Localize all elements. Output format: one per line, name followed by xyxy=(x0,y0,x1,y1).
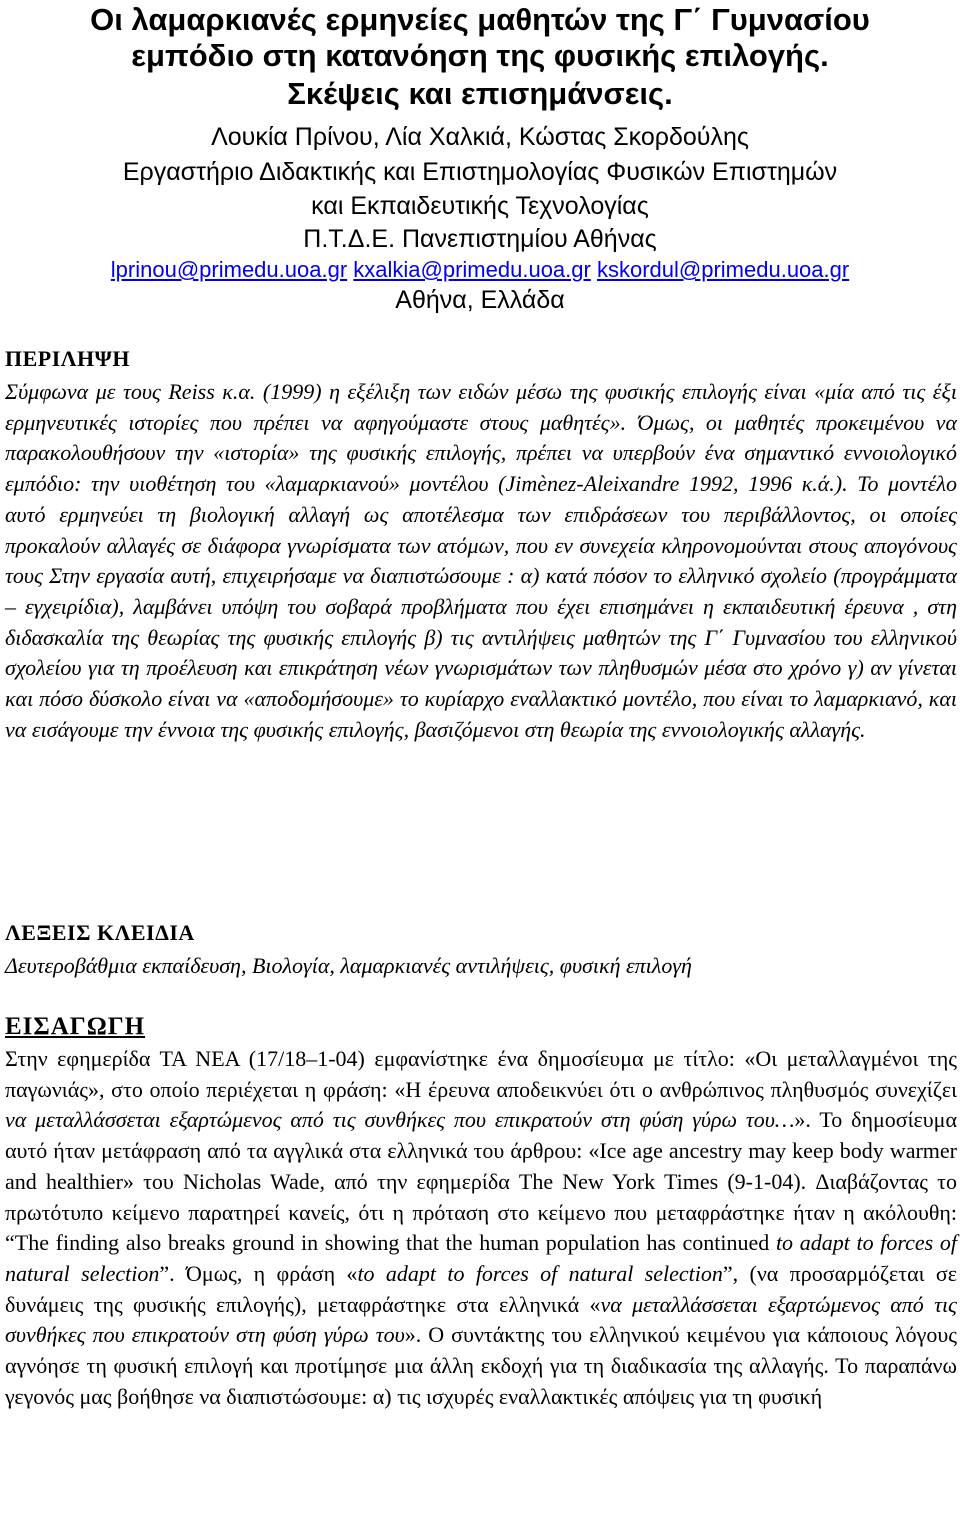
email-link-chalkia[interactable]: kxalkia@primedu.uoa.gr xyxy=(353,257,591,282)
email-list xyxy=(0,256,960,284)
abstract-paragraph-part-1: Σύμφωνα με τους Reiss κ.α. (1999) η εξέλιξη των ειδών μέσω της φυσικής επιλογής είναι «μία από τις έξι ερμηνευτικές ιστορίες που πρέπει να αφηγούμαστε στους μαθητές». Όμως, οι μαθητές προκειμένου να παρακολουθήσουν την «ιστορία» της φυσικής επιλογής, πρέπει να υπερβούν ένα σημαντικό εννοιολογικό εμπόδιο: την υιοθέτηση του «λαμαρκιανού» μοντέλου (Jimènez-Aleixandre 1992, 1996 κ.ά.). xyxy=(5,379,957,497)
keywords-heading: ΛΕΞΕΙΣ ΚΛΕΙΔΙΑ xyxy=(5,920,195,945)
abstract-text xyxy=(5,377,957,745)
intro-quote-italic-4: να μεταλλάσσεται εξαρτώμενος από τις συνθήκες που επικρατούν στη φύση γύρω του xyxy=(5,1291,957,1348)
intro-sentence-4: ”, (να προσαρμόζεται σε δυνάμεις της φυσικής επιλογής), μεταφράστηκε στα ελληνικά « xyxy=(5,1260,957,1317)
university: Π.Τ.Δ.Ε. Πανεπιστημίου Αθήνας xyxy=(303,225,657,253)
intro-sentence-1: Στην εφημερίδα ΤΑ ΝΕΑ (17/18–1-04) εμφανίστηκε ένα δημοσίευμα με τίτλο: «Οι μεταλλαγμένοι της παγωνιάς», στο οποίο περιέχεται η φράση: «Η έρευνα αποδεικνύει ότι ο ανθρώπινος πληθυσμός συνεχίζει xyxy=(5,1046,957,1102)
paper-title-line-1: Οι λαμαρκιανές ερμηνείες μαθητών της Γ΄ Γυμνασίου xyxy=(90,2,870,37)
introduction-heading: ΕΙΣΑΓΩΓΗ xyxy=(5,1013,146,1040)
paper-title-line-3: Σκέψεις και επισημάνσεις. xyxy=(287,76,673,111)
authors: Λουκία Πρίνου, Λία Χαλκιά, Κώστας Σκορδούλης xyxy=(211,123,749,151)
intro-sentence-5: ». Ο συντάκτης του ελληνικού κειμένου για κάποιους λόγους αγνόησε τη φυσική επιλογή και προτίμησε μια άλλη εκδοχή για τη διαδικασία της αλλαγής. Το παραπάνω γεγονός μας βοήθησε να διαπιστώσουμε: α) τις ισχυρές εναλλακτικές απόψεις για τη φυσική xyxy=(5,1322,957,1409)
intro-sentence-3: ”. Όμως, η φράση « xyxy=(159,1260,358,1286)
introduction-text xyxy=(5,1044,957,1412)
affiliation-line-2: και Εκπαιδευτικής Τεχνολογίας xyxy=(311,192,649,220)
location: Αθήνα, Ελλάδα xyxy=(395,286,565,314)
affiliation-line-1: Εργαστήριο Διδακτικής και Επιστημολογίας Φυσικών Επιστημών xyxy=(122,158,838,186)
intro-quote-italic-1: να μεταλλάσσεται εξαρτώμενος από τις συνθήκες που επικρατούν στη φύση γύρω του… xyxy=(5,1107,795,1133)
abstract-paragraph-part-2: Το μοντέλο αυτό ερμηνεύει τη βιολογική αλλαγή ως αποτέλεσμα των επιδράσεων του περιβάλλοντος, οι οποίες προκαλούν αλλαγές σε διάφορα γνωρίσματα των ατόμων, που εν συνεχεία κληρονομούνται στους απογόνους τους Στην εργασία αυτή, επιχειρήσαμε να διαπιστώσουμε : α) κατά πόσον το ελληνικό σχολείο (προγράμματα – εγχειρίδια), λαμβάνει υπόψη του σοβαρά προβλήματα που έχει επισημάνει η εκπαιδευτική έρευνα , στη διδασκαλία της θεωρίας της φυσικής επιλογής β) τις αντιλήψεις μαθητών της Γ΄ Γυμνασίου του ελληνικού σχολείου για τη προέλευση και επικράτηση νέων γνωρισμάτων των πληθυσμών μέσα στο χρόνο γ) αν γίνεται και πόσο δύσκολο είναι να «αποδομήσουμε» το κυρίαρχο εναλλακτικό μοντέλο, που είναι το λαμαρκιανό, και να εισάγουμε την έννοια της φυσικής επιλογής, βασιζόμενοι στη θεωρία της εννοιολογικής αλλαγής. xyxy=(5,471,957,742)
abstract-heading: ΠΕΡΙΛΗΨΗ xyxy=(5,346,130,371)
email-link-prinou[interactable]: lprinou@primedu.uoa.gr xyxy=(110,257,348,282)
intro-quote-italic-2: to adapt to forces of natural selection xyxy=(5,1230,957,1286)
intro-quote-italic-3: to adapt to forces of natural selection xyxy=(357,1260,723,1286)
email-link-skordoulis[interactable]: kskordul@primedu.uoa.gr xyxy=(596,257,850,282)
keywords-text: Δευτεροβάθμια εκπαίδευση, Βιολογία, λαμαρκιανές αντιλήψεις, φυσική επιλογή xyxy=(5,953,692,978)
intro-sentence-2: ». Το δημοσίευμα αυτό ήταν μετάφραση από τα αγγλικά στα ελληνικά του άρθρου: «Ice age ancestry may keep body warmer and healthier» του Nicholas Wade, από την εφημερίδα The New York Times (9-1-04). Διαβάζοντας το πρωτότυπο κείμενο παρατηρεί κανείς, ότι η πρόταση στο κείμενο που μεταφράστηκε ήταν η ακόλουθη: “The finding also breaks ground in showing that the human population has continued xyxy=(5,1107,957,1256)
paper-title-line-2: εμπόδιο στη κατανόηση της φυσικής επιλογής. xyxy=(131,38,829,73)
